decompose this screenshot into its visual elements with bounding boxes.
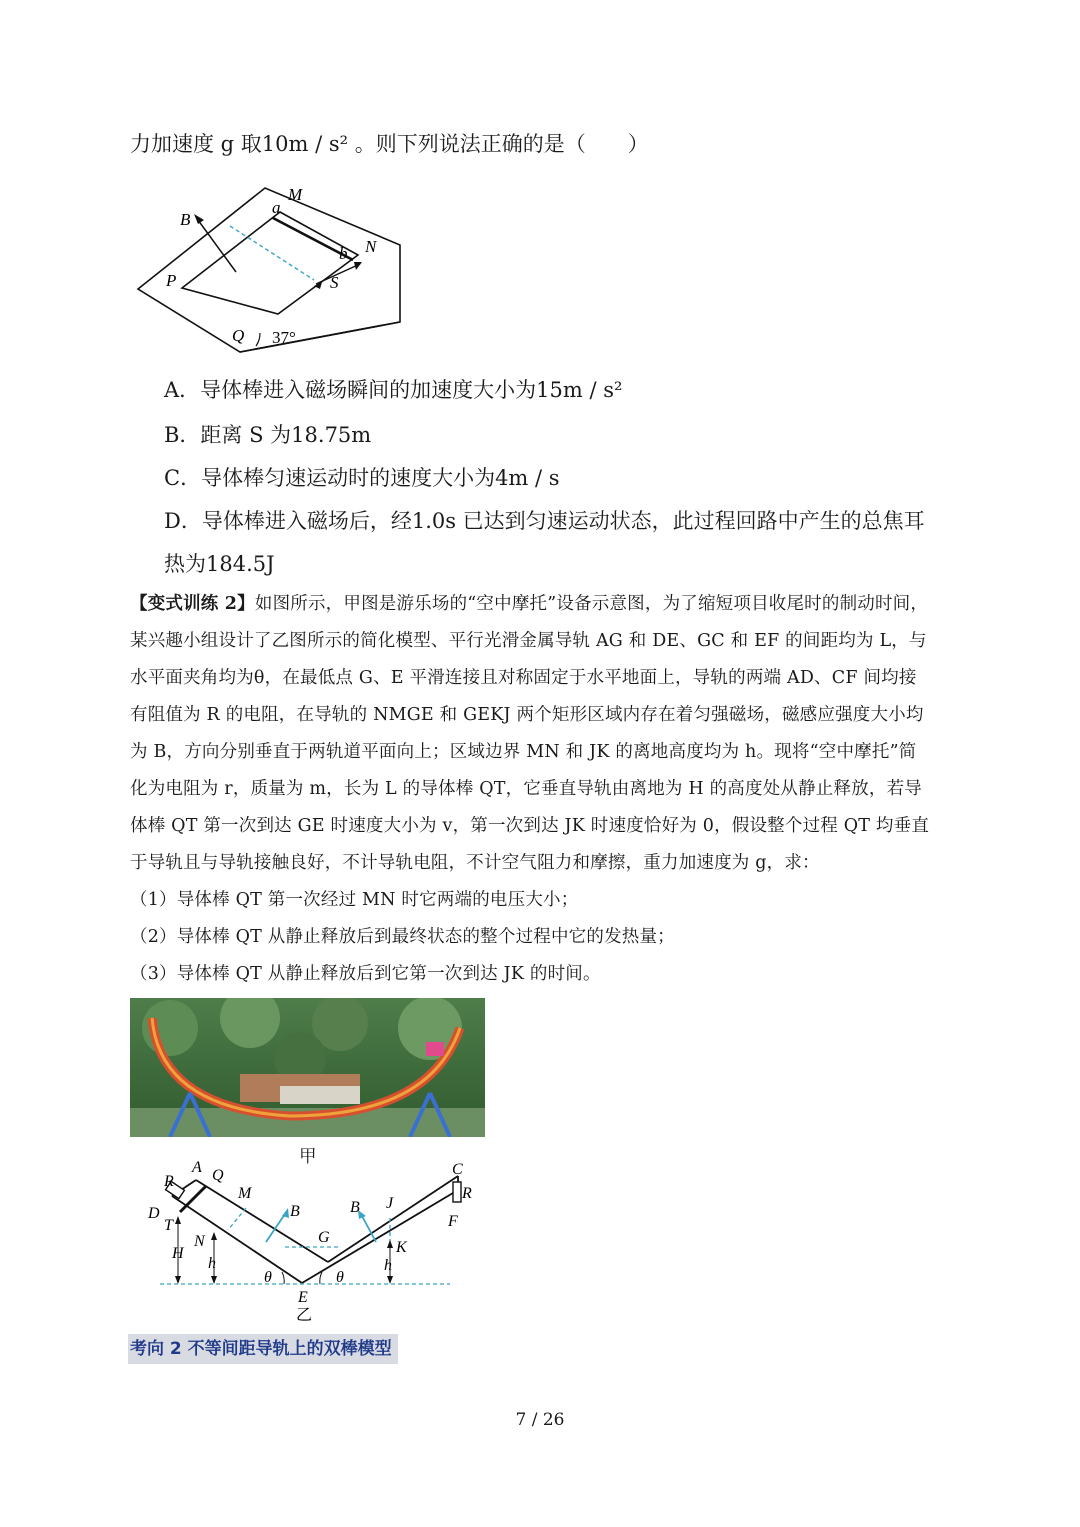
fig2-label-M: M	[238, 1185, 252, 1202]
fig1-label-b: b	[339, 244, 348, 263]
variant-line-7: 体棒 QT 第一次到达 GE 时速度大小为 v，第一次到达 JK 时速度恰好为 0，假设整个过程 QT 均垂直	[130, 816, 930, 836]
incline-figure	[130, 180, 410, 360]
fig2-label-theta-right: θ	[336, 1269, 344, 1286]
fig2-label-B-right: B	[350, 1199, 360, 1216]
variant-line-8: 于导轨且与导轨接触良好，不计导轨电阻，不计空气阻力和摩擦，重力加速度为 g，求：	[130, 853, 820, 873]
variant-line-2: 某兴趣小组设计了乙图所示的简化模型、平行光滑金属导轨 AG 和 DE、GC 和 EF 的间距均为 L，与	[130, 631, 927, 651]
rail-model-figure	[140, 1158, 485, 1326]
fig1-label-B: B	[180, 210, 191, 229]
fig1-label-M: M	[288, 185, 303, 204]
option-b: B．距离 S 为18.75m	[164, 423, 372, 447]
fig2-label-D: D	[148, 1205, 160, 1222]
question-1: （1）导体棒 QT 第一次经过 MN 时它两端的电压大小；	[130, 890, 579, 910]
fig2-label-C: C	[452, 1161, 463, 1178]
page-number: 7 / 26	[515, 1410, 565, 1430]
fig2-label-R-left: R	[164, 1173, 174, 1190]
fig2-label-J: J	[386, 1195, 394, 1212]
variant-line-6: 化为电阻为 r，质量为 m，长为 L 的导体棒 QT，它垂直导轨由离地为 H 的高度处从静止释放，若导	[130, 779, 922, 799]
fig2-label-N: N	[194, 1233, 205, 1250]
fig2-label-H: H	[172, 1245, 184, 1262]
question-3: （3）导体棒 QT 从静止释放后到它第一次到达 JK 的时间。	[130, 964, 601, 984]
fig2-label-h-left: h	[208, 1255, 216, 1272]
ride-photo	[130, 998, 485, 1137]
option-d-continued: 热为184.5J	[164, 552, 275, 576]
fig2-label-h-right: h	[384, 1257, 392, 1274]
fig1-label-N: N	[365, 237, 377, 256]
fig2-label-Q: Q	[212, 1167, 224, 1184]
variant-line-3: 水平面夹角均为θ，在最低点 G、E 平滑连接且对称固定于水平地面上，导轨的两端 AD、CF 间均接	[130, 668, 917, 688]
fig1-label-angle: 37°	[272, 328, 296, 347]
fig2-label-B-left: B	[290, 1203, 300, 1220]
variant-line-5: 为 B，方向分别垂直于两轨道平面向上；区域边界 MN 和 JK 的离地高度均为 h。现将“空中摩托”简	[130, 742, 917, 762]
section-heading: 考向 2 不等间距导轨上的双棒模型	[128, 1334, 398, 1364]
fig2-label-A: A	[192, 1159, 202, 1176]
fig2-label-theta-left: θ	[264, 1269, 272, 1286]
photo-caption: 甲	[299, 1147, 317, 1167]
fig1-label-Q: Q	[232, 326, 245, 345]
fig1-label-P: P	[166, 271, 177, 290]
option-a: A．导体棒进入磁场瞬间的加速度大小为15m / s²	[164, 378, 623, 402]
fig2-label-E: E	[298, 1289, 308, 1306]
fig1-label-S: S	[330, 273, 339, 292]
fig2-label-F: F	[448, 1213, 458, 1230]
variant-line-1: 【变式训练 2】如图所示，甲图是游乐场的“空中摩托”设备示意图，为了缩短项目收尾时的制动时间，	[130, 594, 929, 614]
fig2-label-G: G	[318, 1229, 330, 1246]
question-tail: 力加速度 g 取10m / s² 。则下列说法正确的是（ ）	[130, 132, 649, 156]
option-c: C．导体棒匀速运动时的速度大小为4m / s	[164, 466, 560, 490]
variant-tag: 【变式训练 2】	[130, 594, 255, 614]
fig2-label-K: K	[396, 1239, 407, 1256]
variant-line-4: 有阻值为 R 的电阻，在导轨的 NMGE 和 GEKJ 两个矩形区域内存在着匀强磁场，磁感应强度大小均	[130, 705, 924, 725]
fig2-label-R-right: R	[462, 1185, 472, 1202]
fig2-caption: 乙	[296, 1307, 313, 1324]
option-d: D．导体棒进入磁场后，经1.0s 已达到匀速运动状态，此过程回路中产生的总焦耳	[164, 509, 925, 533]
fig1-label-a: a	[272, 198, 281, 217]
question-2: （2）导体棒 QT 从静止释放后到最终状态的整个过程中它的发热量；	[130, 927, 675, 947]
fig2-label-T: T	[164, 1217, 173, 1234]
